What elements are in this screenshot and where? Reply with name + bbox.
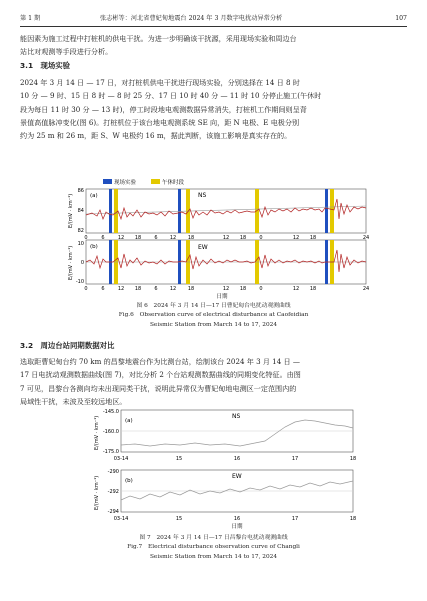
fig7-ew-series-line — [121, 481, 353, 500]
xtick: 16 — [233, 456, 241, 462]
xtick: 6 — [154, 235, 158, 241]
section-3-2-title: 3.2 周边台站同期数据对比 — [20, 341, 115, 350]
fig6-ns-ytick: 82 — [77, 228, 84, 234]
text-line: 2024 年 3 月 14 日 — 17 日，对打桩机供电干扰进行现场实验，分别选择在 14 日 8 时 — [20, 78, 300, 87]
text-line: 局域性干扰，未波及至较远地区。 — [20, 396, 127, 406]
fig7-ew-ytick: -292 — [107, 489, 119, 495]
section-3-1-title: 3.1 现场实验 — [20, 61, 71, 70]
xtick: 18 — [134, 235, 142, 241]
xtick: 18 — [134, 286, 142, 292]
fig7-ew-label: EW — [232, 473, 242, 480]
xtick: 24 — [362, 235, 370, 241]
xtick: 12 — [169, 286, 177, 292]
legend-label-experiment: 现场实验 — [114, 180, 137, 186]
caption-en: Seismic Station from March 14 to 17, 2024 — [149, 321, 278, 328]
fig6-ew-ylabel: E/(mV · km⁻¹) — [68, 245, 74, 280]
xtick: 18 — [187, 235, 195, 241]
xtick: 0 — [84, 286, 88, 292]
xtick: 6 — [101, 235, 105, 241]
fig7-ew-ylabel: E/(mV · km⁻¹) — [94, 475, 100, 510]
xtick: 12 — [222, 235, 230, 241]
xtick: 03-14 — [113, 456, 129, 462]
fig6-ns-ylabel: E/(mV · km⁻¹) — [68, 193, 74, 228]
xtick: 0 — [259, 235, 263, 241]
text-line: 景值高值脉冲变化(图 6)。打桩机位于该台地电观测系统 SE 向，距 N 电极、E 电极分别 — [20, 117, 300, 127]
xtick: 18 — [309, 235, 317, 241]
text-line: 10 分 — 9 时、15 日 8 时 — 8 时 25 分、17 日 10 时 40 分 — 11 时 10 分停止施工(午休时 — [20, 91, 322, 101]
fig6-ew-ytick: 0 — [80, 260, 84, 266]
text-line: 能因素为施工过程中打桩机的供电干扰。为进一步明确该干扰源，采用现场实验和周边台 — [20, 34, 297, 43]
fig7-panel-a-label: (a) — [125, 418, 133, 424]
xtick: 18 — [239, 286, 247, 292]
fig6-ew-ytick: 10 — [77, 241, 84, 247]
xtick: 18 — [309, 286, 317, 292]
xtick: 18 — [239, 235, 247, 241]
fig7-ns-series-line — [121, 420, 353, 446]
xtick: 6 — [101, 286, 105, 292]
fig7-ew-ytick: -294 — [107, 509, 119, 515]
text-line: 站比对观测等手段进行分析。 — [20, 47, 113, 57]
xtick: 17 — [291, 456, 299, 462]
xtick: 03-14 — [113, 516, 129, 522]
fig7-xlabel: 日期 — [231, 524, 243, 530]
fig7-ns-ylabel: E/(mV · km⁻¹) — [94, 415, 100, 450]
issue-number: 第 1 期 — [20, 15, 41, 22]
xtick: 12 — [117, 235, 125, 241]
fig7-ns-ytick: -145.0 — [102, 409, 119, 415]
fig6-ew-ytick: -10 — [75, 279, 84, 285]
fig6-ns-label: NS — [198, 192, 207, 199]
xtick: 0 — [84, 235, 88, 241]
text-line: 约为 25 m 和 26 m，距 S、W 电极约 16 m，据此判断，该施工影响是真实存在的。 — [20, 131, 292, 141]
xtick: 12 — [169, 235, 177, 241]
fig6-panel-a-label: (a) — [90, 193, 98, 199]
xtick: 18 — [349, 456, 357, 462]
legend-label-lunch: 午休时段 — [162, 180, 185, 186]
text-line: 选取距曹妃甸台约 70 km 的昌黎地震台作为比测台站，绘制该台 2024 年 3 月 14 日 — — [20, 357, 300, 366]
text-line: 17 日电扰动观测数据曲线(图 7)，对比分析 2 个台站观测数据曲线的同期变化特征。由图 — [20, 370, 301, 380]
xtick: 17 — [291, 516, 299, 522]
xtick: 12 — [222, 286, 230, 292]
fig7-ns-ytick: -160.0 — [102, 429, 119, 435]
fig7-ns-label: NS — [232, 413, 241, 420]
fig7-panel-b-label: (b) — [125, 478, 133, 484]
xtick: 12 — [292, 286, 300, 292]
xtick: 12 — [292, 235, 300, 241]
fig7-caption — [0, 534, 427, 562]
xtick: 18 — [187, 286, 195, 292]
fig6-ns-ytick: 84 — [77, 208, 84, 214]
running-title: 张志彬等：河北省曹妃甸地震台 2024 年 3 月数字电扰动异常分析 — [100, 15, 283, 22]
fig7-ew-ytick: -290 — [107, 469, 119, 475]
caption-cn: 图 6 2024 年 3 月 14 日—17 日曹妃甸台电扰动观测曲线 — [136, 303, 291, 309]
text-line: 段为每日 11 时 30 分 — 13 时)，停工时段地电观测数据异常消失，打桩机工作期间则呈背 — [20, 104, 307, 114]
fig7-ns-ytick: -175.0 — [102, 449, 119, 455]
xtick: 0 — [259, 286, 263, 292]
caption-en: Seismic Station from March 14 to 17, 2024 — [149, 553, 278, 560]
fig6-xlabel: 日期 — [216, 294, 228, 300]
xtick: 16 — [233, 516, 241, 522]
text-line: 7 可见，昌黎台各测向均未出现同类干扰，说明此异常仅为曹妃甸地电测区一定范围内的 — [20, 383, 297, 393]
fig6-panel-b-label: (b) — [90, 244, 98, 250]
page-number: 107 — [395, 15, 407, 22]
xtick: 24 — [362, 286, 370, 292]
caption-en: Fig.7 Electrical disturbance observation curve of Changli — [127, 544, 300, 551]
fig6-ew-label: EW — [198, 244, 208, 251]
xtick: 15 — [175, 456, 183, 462]
xtick: 12 — [117, 286, 125, 292]
fig6-ns-ytick: 86 — [77, 188, 84, 194]
xtick: 6 — [154, 286, 158, 292]
xtick: 18 — [349, 516, 357, 522]
caption-en: Fig.6 Observation curve of electrical disturbance at Caofeidian — [118, 312, 309, 319]
caption-cn: 图 7 2024 年 3 月 14 日—17 日昌黎台电扰动观测曲线 — [139, 535, 288, 541]
xtick: 15 — [175, 516, 183, 522]
